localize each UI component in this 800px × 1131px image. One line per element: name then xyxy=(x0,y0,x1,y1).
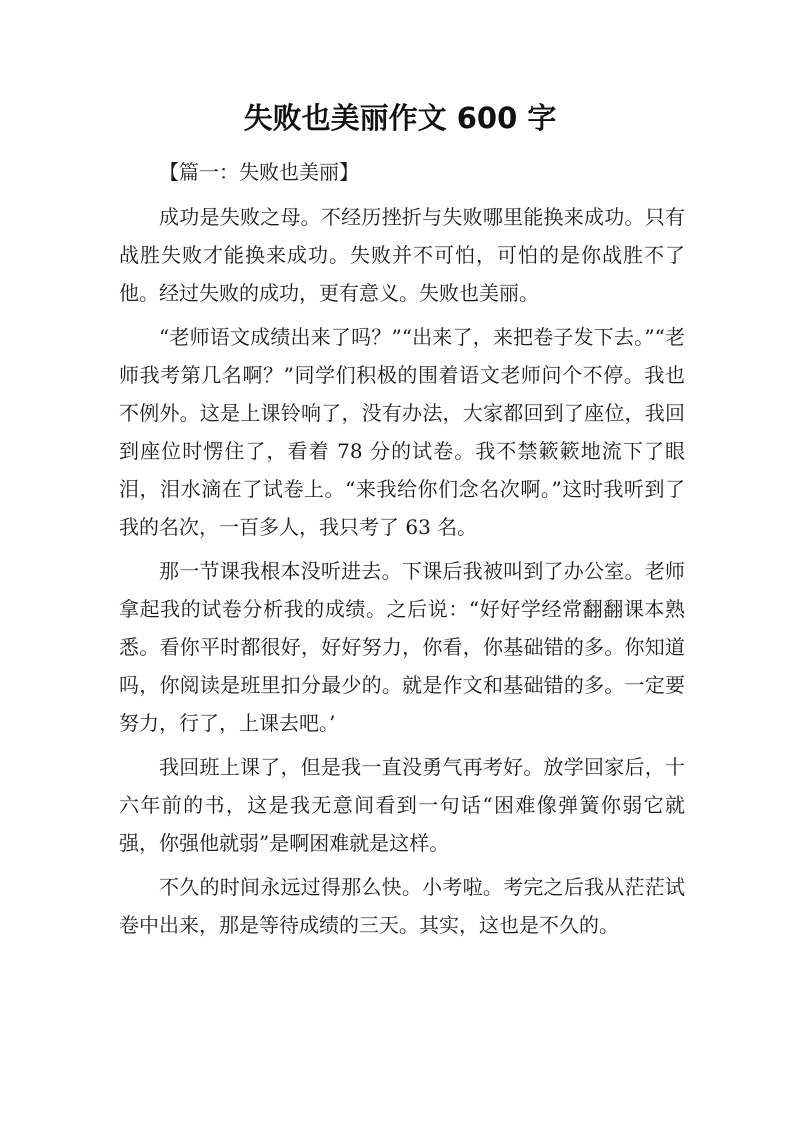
paragraph: 我回班上课了，但是我一直没勇气再考好。放学回家后，十六年前的书，这是我无意间看到一句话“困难像弹簧你弱它就强，你强他就弱”是啊困难就是这样。 xyxy=(119,755,685,855)
paragraph: “老师语文成绩出来了吗？”“出来了，来把卷子发下去。”“老师我考第几名啊？”同学们积极的围着语文老师问个不停。我也不例外。这是上课铃响了，没有办法，大家都回到了座位，我回到座位时愣住了，看着 78 分的试卷。我不禁簌簌地流下了眼泪，泪水滴在了试卷上。“来我给你们念名次啊。”这时我听到了我的名次，一百多人，我只考了 63 名。 xyxy=(119,325,685,539)
paragraph: 成功是失败之母。不经历挫折与失败哪里能换来成功。只有战胜失败才能换来成功。失败并不可怕，可怕的是你战胜不了他。经过失败的成功，更有意义。失败也美丽。 xyxy=(119,205,685,305)
essay-body xyxy=(119,152,685,950)
paragraph: 不久的时间永远过得那么快。小考啦。考完之后我从茫茫试卷中出来，那是等待成绩的三天。其实，这也是不久的。 xyxy=(119,875,685,937)
page-title: 失败也美丽作文 600 字 xyxy=(243,101,557,135)
section-heading: 【篇一：失败也美丽】 xyxy=(159,160,359,184)
paragraph: 那一节课我根本没听进去。下课后我被叫到了办公室。老师拿起我的试卷分析我的成绩。之后说：“好好学经常翻翻课本熟悉。看你平时都很好，好好努力，你看，你基础错的多。你知道吗，你阅读是班里扣分最少的。就是作文和基础错的多。一定要努力，行了，上课去吧。’ xyxy=(119,559,685,735)
